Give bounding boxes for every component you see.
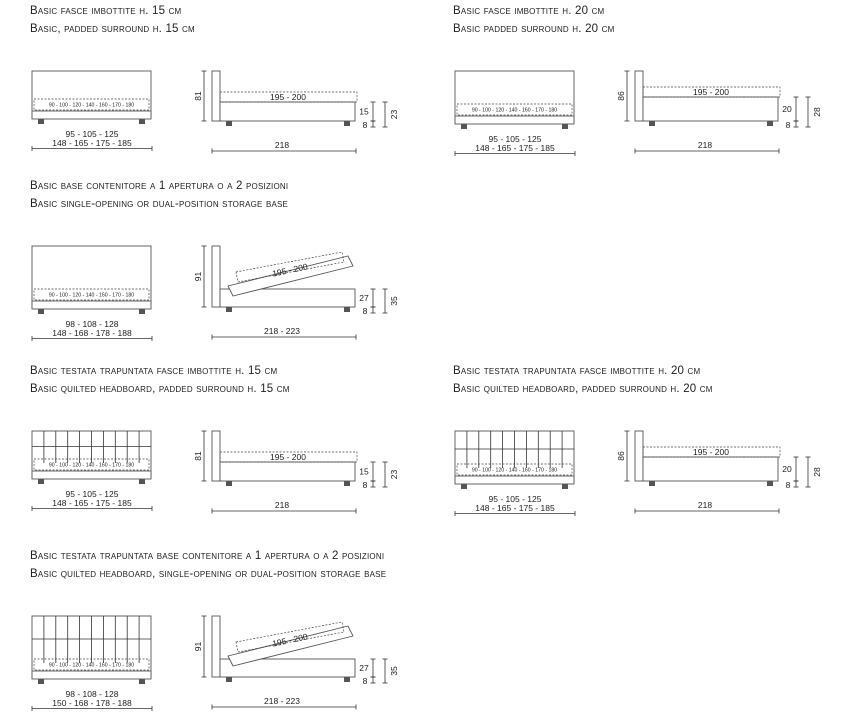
foot-foot-end bbox=[344, 481, 350, 486]
title-english: Basic single-opening or dual-position storage base bbox=[30, 198, 289, 210]
frame-widths: 98 - 108 - 128 bbox=[65, 319, 119, 329]
overall-length: 218 bbox=[274, 500, 290, 510]
overall-widths: 148 - 165 - 175 - 185 bbox=[475, 143, 555, 153]
frame-widths: 98 - 108 - 128 bbox=[65, 689, 119, 699]
headboard-height: 86 bbox=[616, 451, 626, 461]
total-height: 35 bbox=[389, 296, 399, 306]
foot-left bbox=[461, 124, 467, 129]
front-view bbox=[30, 245, 156, 327]
bed-base-side bbox=[220, 102, 355, 121]
foot-foot-end bbox=[767, 481, 773, 486]
headboard-outline bbox=[455, 71, 574, 122]
title-english: Basic quilted headboard, padded surround h. 15 cm bbox=[30, 383, 290, 395]
overall-length: 218 bbox=[274, 140, 290, 150]
foot-right bbox=[139, 119, 145, 124]
mattress-length: 195 - 200 bbox=[270, 452, 306, 462]
total-height: 23 bbox=[389, 469, 399, 480]
foot-height: 8 bbox=[362, 676, 368, 686]
bed-base-side bbox=[643, 457, 778, 481]
headboard-side bbox=[212, 431, 220, 481]
inner-width-label: 90 - 100 - 120 - 140 - 160 - 170 - 180 bbox=[48, 102, 135, 109]
title-italian: Basic fasce imbottite h. 20 cm bbox=[453, 5, 605, 17]
front-dimensions bbox=[30, 319, 156, 343]
frame-height: 27 bbox=[359, 663, 369, 673]
foot-right bbox=[562, 124, 568, 129]
inner-width-label: 90 - 100 - 120 - 140 - 160 - 170 - 180 bbox=[471, 467, 558, 474]
title-english: Basic quilted headboard, single-opening or dual-position storage base bbox=[30, 568, 387, 580]
total-height: 28 bbox=[812, 467, 822, 477]
base-frame bbox=[32, 111, 151, 119]
bed-base-side bbox=[643, 97, 778, 121]
overall-length: 218 - 223 bbox=[264, 326, 300, 336]
title-italian: Basic testata trapuntata base contenitore a 1 apertura o a 2 posizioni bbox=[30, 550, 385, 562]
overall-length: 218 - 223 bbox=[264, 696, 300, 706]
frame-height: 15 bbox=[359, 106, 369, 117]
side-dimensions bbox=[210, 696, 360, 714]
headboard-height: 81 bbox=[193, 451, 203, 461]
side-dimensions bbox=[633, 140, 783, 158]
frame-height: 15 bbox=[359, 466, 369, 477]
front-dimensions bbox=[453, 494, 579, 518]
front-dimensions bbox=[453, 134, 579, 158]
mattress-length: 195 - 200 bbox=[270, 92, 306, 102]
foot-foot-end bbox=[767, 121, 773, 126]
total-height: 23 bbox=[389, 109, 399, 120]
base-frame bbox=[32, 671, 151, 679]
frame-height: 20 bbox=[782, 464, 792, 474]
foot-foot-end bbox=[344, 307, 350, 312]
foot-height: 8 bbox=[785, 120, 791, 130]
frame-height: 27 bbox=[359, 293, 369, 303]
overall-length: 218 bbox=[697, 140, 713, 150]
overall-widths: 150 - 168 - 178 - 188 bbox=[52, 698, 132, 708]
mattress-length: 195 - 200 bbox=[693, 87, 729, 97]
overall-widths: 148 - 165 - 175 - 185 bbox=[475, 503, 555, 513]
foot-right bbox=[139, 679, 145, 684]
headboard-side bbox=[212, 71, 220, 121]
foot-height: 8 bbox=[362, 306, 368, 316]
inner-width-label: 90 - 100 - 120 - 140 - 160 - 170 - 180 bbox=[48, 462, 135, 469]
side-dimensions bbox=[210, 140, 360, 158]
overall-widths: 148 - 165 - 175 - 185 bbox=[52, 138, 132, 148]
front-dimensions bbox=[30, 129, 156, 153]
frame-widths: 95 - 105 - 125 bbox=[488, 494, 542, 504]
frame-widths: 95 - 105 - 125 bbox=[65, 489, 119, 499]
headboard-height: 81 bbox=[193, 91, 203, 101]
foot-left bbox=[38, 679, 44, 684]
title-italian: Basic testata trapuntata fasce imbottite h. 15 cm bbox=[30, 365, 278, 377]
foot-head-end bbox=[226, 307, 232, 312]
foot-height: 8 bbox=[362, 480, 368, 490]
frame-height: 20 bbox=[782, 104, 792, 114]
foot-foot-end bbox=[344, 121, 350, 126]
title-english: Basic, padded surround h. 15 cm bbox=[30, 23, 195, 35]
foot-head-end bbox=[226, 481, 232, 486]
mattress-length: 195 - 200 bbox=[271, 631, 309, 649]
base-frame bbox=[455, 116, 574, 124]
foot-left bbox=[461, 484, 467, 489]
overall-widths: 148 - 165 - 175 - 185 bbox=[52, 498, 132, 508]
foot-height: 8 bbox=[362, 120, 368, 130]
title-english: Basic padded surround h. 20 cm bbox=[453, 23, 615, 35]
title-english: Basic quilted headboard, padded surround h. 20 cm bbox=[453, 383, 713, 395]
headboard-height: 86 bbox=[616, 91, 626, 101]
foot-right bbox=[562, 484, 568, 489]
foot-right bbox=[139, 309, 145, 314]
headboard-height: 91 bbox=[193, 641, 203, 652]
inner-width-label: 90 - 100 - 120 - 140 - 160 - 170 - 180 bbox=[48, 292, 135, 299]
overall-length: 218 bbox=[697, 500, 713, 510]
title-italian: Basic testata trapuntata fasce imbottite h. 20 cm bbox=[453, 365, 701, 377]
foot-head-end bbox=[649, 481, 655, 486]
front-dimensions bbox=[30, 489, 156, 513]
foot-left bbox=[38, 309, 44, 314]
bed-base-side bbox=[220, 462, 355, 481]
overall-widths: 148 - 168 - 178 - 188 bbox=[52, 328, 132, 338]
headboard-side bbox=[212, 246, 220, 307]
mattress-length: 195 - 200 bbox=[693, 447, 729, 457]
side-dimensions bbox=[633, 500, 783, 518]
foot-head-end bbox=[226, 677, 232, 682]
base-frame bbox=[32, 471, 151, 479]
foot-height: 8 bbox=[785, 480, 791, 490]
title-italian: Basic fasce imbottite h. 15 cm bbox=[30, 5, 182, 17]
front-dimensions bbox=[30, 689, 156, 713]
foot-left bbox=[38, 119, 44, 124]
headboard-side bbox=[212, 616, 220, 677]
mattress-length: 195 - 200 bbox=[271, 261, 309, 279]
inner-width-label: 90 - 100 - 120 - 140 - 160 - 170 - 180 bbox=[471, 107, 558, 114]
side-dimensions bbox=[210, 500, 360, 518]
base-frame bbox=[455, 476, 574, 484]
base-frame bbox=[32, 301, 151, 309]
side-dimensions bbox=[210, 326, 360, 344]
frame-widths: 95 - 105 - 125 bbox=[488, 134, 542, 144]
total-height: 28 bbox=[812, 107, 822, 117]
foot-right bbox=[139, 479, 145, 484]
total-height: 35 bbox=[389, 666, 399, 676]
front-view bbox=[30, 615, 156, 697]
headboard-side bbox=[635, 431, 643, 481]
headboard-height: 91 bbox=[193, 271, 203, 282]
foot-left bbox=[38, 479, 44, 484]
headboard-side bbox=[635, 71, 643, 121]
foot-foot-end bbox=[344, 677, 350, 682]
foot-head-end bbox=[649, 121, 655, 126]
foot-head-end bbox=[226, 121, 232, 126]
title-italian: Basic base contenitore a 1 apertura o a 2 posizioni bbox=[30, 180, 289, 192]
inner-width-label: 90 - 100 - 120 - 140 - 160 - 170 - 180 bbox=[48, 662, 135, 669]
frame-widths: 95 - 105 - 125 bbox=[65, 129, 119, 139]
